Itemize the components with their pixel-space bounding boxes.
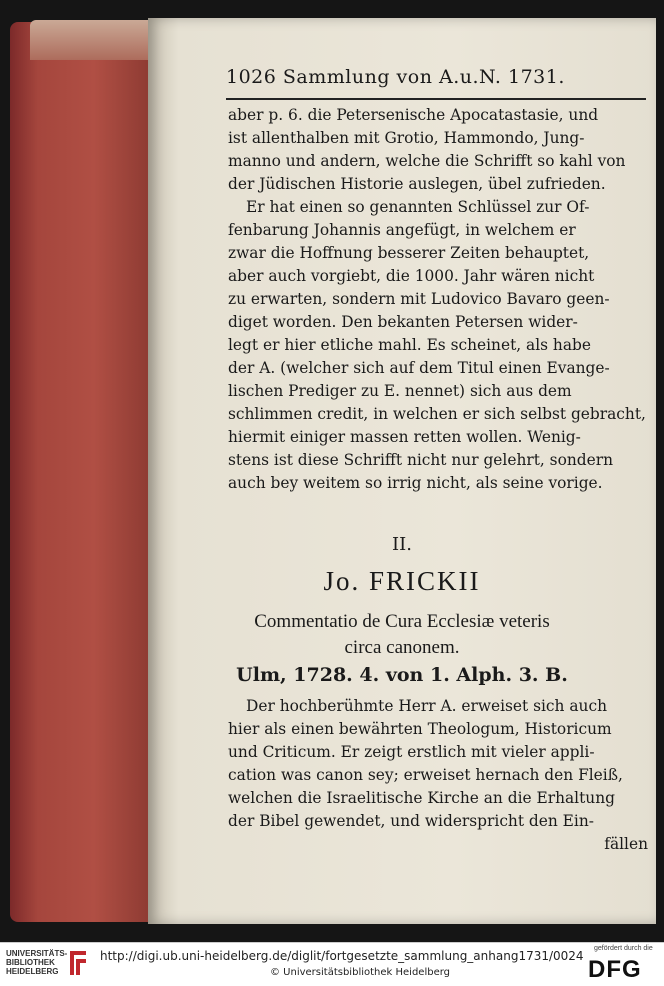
text-line: fenbarung Johannis angefügt, in welchem er	[228, 221, 576, 239]
text-line: Der hochberühmte Herr A. erweiset sich auch	[246, 697, 607, 715]
text-line: der A. (welcher sich auf dem Titul einen Evange-	[228, 359, 610, 377]
paragraph-2	[228, 695, 648, 856]
text-line: aber auch vorgiebt, die 1000. Jahr wären nicht	[228, 267, 595, 285]
text-line: schlimmen credit, in welchen er sich selbst gebracht,	[228, 405, 646, 423]
text-line: hier als einen bewährten Theologum, Historicum	[228, 720, 612, 738]
text-line: und Criticum. Er zeigt erstlich mit vieler appli-	[228, 743, 595, 761]
section-title: Jo. FRICKII	[323, 566, 481, 596]
imprint-line: Ulm, 1728. 4. von 1. Alph. 3. B.	[236, 664, 568, 686]
page-header: 1026 Sammlung von A.u.N. 1731.	[226, 66, 565, 88]
text-line: manno und andern, welche die Schrifft so kahl von	[228, 152, 626, 170]
section-subtitle: circa canonem.	[344, 637, 460, 658]
text-line: lischen Prediger zu E. nennet) sich aus dem	[228, 382, 572, 400]
text-line: legt er hier etliche mahl. Es scheinet, als habe	[228, 336, 591, 354]
text-line: Er hat einen so genannten Schlüssel zur Of-	[246, 198, 590, 216]
paragraph-1	[228, 104, 648, 495]
text-line: zwar die Hoffnung besserer Zeiten behauptet,	[228, 244, 590, 262]
section-subtitle: Commentatio de Cura Ecclesiæ veteris	[254, 611, 550, 632]
book-page	[148, 18, 656, 924]
catchword: fällen	[604, 835, 648, 853]
text-line: der Jüdischen Historie auslegen, übel zufrieden.	[228, 175, 606, 193]
header-rule	[226, 98, 646, 100]
text-line: der Bibel gewendet, und widerspricht den Ein-	[228, 812, 594, 830]
library-name-line: HEIDELBERG	[6, 967, 59, 976]
dfg-logo: DFG	[588, 956, 642, 983]
text-line: stens ist diese Schrifft nicht nur gelehrt, sondern	[228, 451, 613, 469]
text-line: welchen die Israelitische Kirche an die Erhaltung	[228, 789, 615, 807]
book-edge	[10, 22, 150, 922]
footer-bar	[0, 942, 664, 986]
text-line: cation was canon sey; erweiset hernach den Fleiß,	[228, 766, 623, 784]
book-top-edge	[30, 20, 150, 60]
text-line: ist allenthalben mit Grotio, Hammondo, Jung-	[228, 129, 585, 147]
permalink-url[interactable]: http://digi.ub.uni-heidelberg.de/diglit/fortgesetzte_sammlung_anhang1731/0024	[100, 949, 584, 963]
text-line: diget worden. Den bekanten Petersen wider-	[228, 313, 578, 331]
funding-note: gefördert durch die	[594, 945, 653, 952]
text-line: hiermit einiger massen retten wollen. Wenig-	[228, 428, 581, 446]
copyright-notice: © Universitätsbibliothek Heidelberg	[270, 967, 451, 978]
text-line: aber p. 6. die Petersenische Apocatastasie, und	[228, 106, 599, 124]
library-name-line: BIBLIOTHEK	[6, 958, 55, 967]
library-name-line: UNIVERSITÄTS-	[6, 949, 68, 958]
text-line: zu erwarten, sondern mit Ludovico Bavaro geen-	[228, 290, 610, 308]
text-line: auch bey weitem so irrig nicht, als seine vorige.	[228, 474, 603, 492]
library-logo-icon	[66, 949, 90, 977]
section-number: II.	[392, 534, 412, 555]
library-logo-text	[6, 949, 67, 976]
